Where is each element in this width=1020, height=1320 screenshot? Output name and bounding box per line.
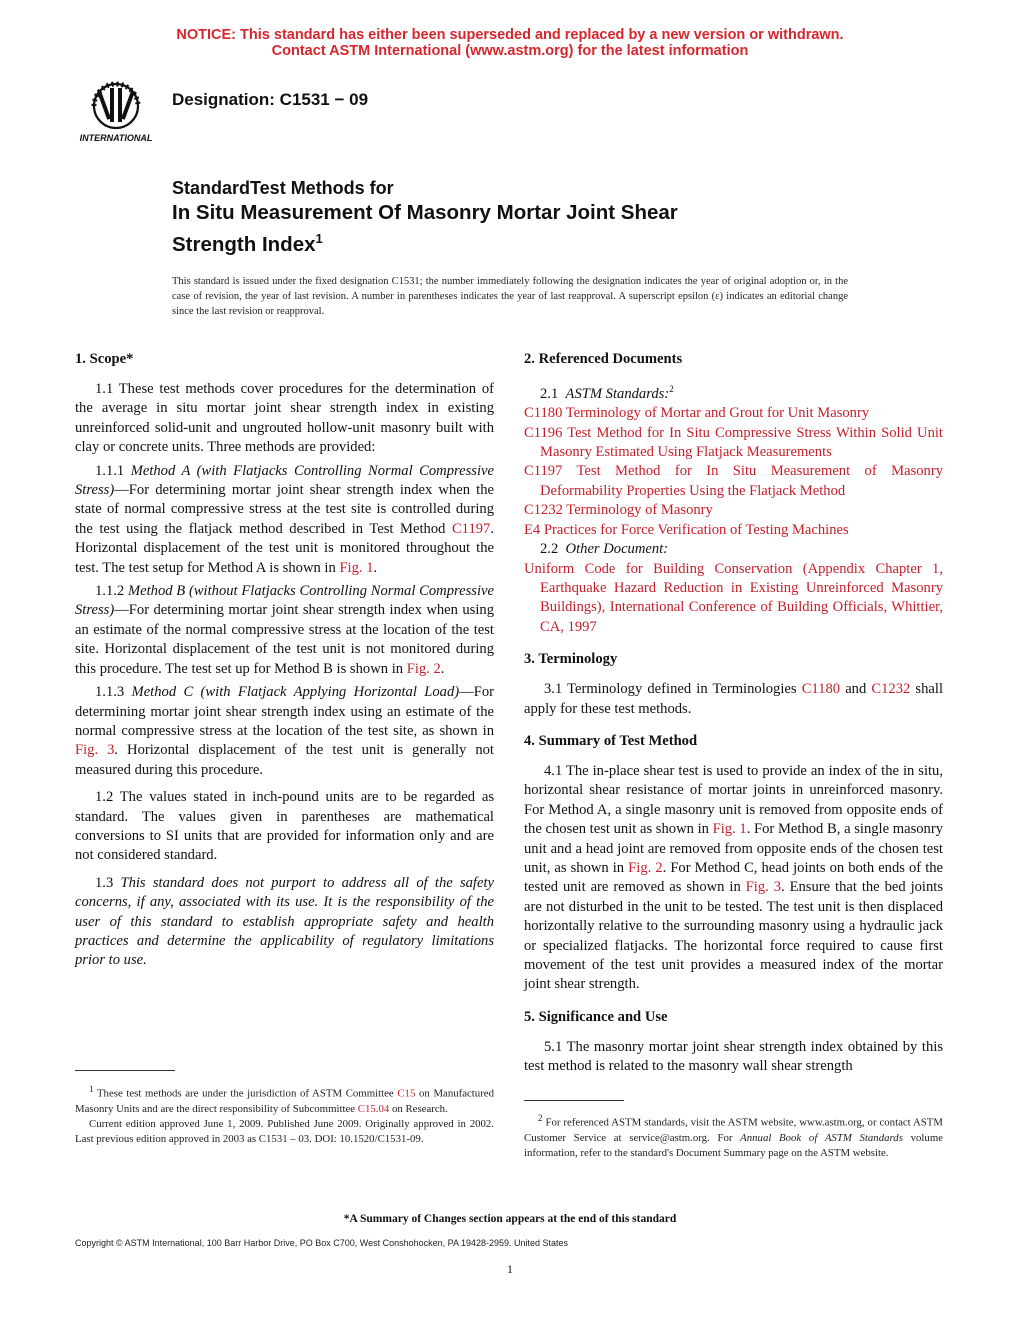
para-1-1-3: 1.1.3 Method C (with Flatjack Applying Horizontal Load)—For determining mortar joint shear strength index using an estimate of the normal compressive stress at the location of the test site, as shown in Fig. 3. Horizontal displacement of the test unit is generally not measured during this procedure. — [75, 684, 494, 778]
para-1-3: 1.3 This standard does not purport to address all of the safety concerns, if any, associated with its use. It is the responsibility of the user of this standard to establish appropriate safety and health practices and determine the applicability of regulatory limitations prior to use. — [75, 874, 494, 969]
fig-2-link-2[interactable]: Fig. 2 — [628, 859, 663, 876]
fig-1-link[interactable]: Fig. 1 — [339, 559, 374, 576]
supersede-notice — [0, 27, 1020, 59]
astm-logo — [74, 78, 158, 144]
para-1-1: 1.1 These test methods cover procedures for the determination of the average in situ mortar joint shear strength index in existing unreinforced solid-unit and ungrouted hollow-unit masonry built with clay or concrete units. Three methods are provided: — [75, 381, 494, 456]
para-5-1: 5.1 The masonry mortar joint shear strength index obtained by this test method is related to the masonry wall shear strength — [524, 1038, 943, 1075]
ref-item-e4[interactable]: E4 Practices for Force Verification of Testing Machines — [524, 521, 849, 538]
method-c-title: Method C (with Flatjack Applying Horizontal Load) — [131, 684, 460, 701]
copyright-line: Copyright © ASTM International, 100 Barr Harbor Drive, PO Box C700, West Conshohocken, PA 19428-2959. United States — [75, 1238, 569, 1248]
para-4-1: 4.1 The in-place shear test is used to provide an index of the in situ, horizontal shear resistance of mortar joints in unreinforced masonry. For Method A, a single masonry unit is removed from opposite ends of the chosen test unit as shown in Fig. 1. For Method B, a single masonry unit and a head joint are removed from opposite ends of the chosen test unit, as shown in Fig. 2. For Method C, head joints on both ends of the tested unit are removed as shown in Fig. 3. Ensure that the bed joints are not disturbed in the unit to be tested. The test unit is then displaced horizontally relative to the surrounding masonry using a hydraulic jack or specialized flatjacks. The horizontal force required to cause first movement of the test unit provides a measured index of the mortar joint shear strength. — [524, 762, 944, 993]
section-3-heading: 3. Terminology — [524, 651, 618, 668]
c15-04-link[interactable]: C15.04 — [357, 1102, 390, 1115]
para-1-1-1: 1.1.1 Method A (with Flatjacks Controlling Normal Compressive Stress)—For determining mortar joint shear strength index when the state of normal compressive stress at the test site is controlled during the test using the flatjack method described in Test Method C1197. Horizontal displacement of the test unit is monitored throughout the test. The test setup for Method A is shown in Fig. 1. — [75, 462, 494, 576]
fig-1-link-2[interactable]: Fig. 1 — [712, 821, 747, 838]
issuance-statement: This standard is issued under the fixed designation C1531; the number immediately following the designation indicates the year of original adoption or, in the case of revision, the year of last revision. A number in parentheses indicates the year of last reapproval. A superscript epsilon (ε) indicates an editorial change since the last revision or reapproval. — [172, 276, 848, 317]
fig-3-link[interactable]: Fig. 3 — [75, 742, 115, 759]
title-footnote-marker[interactable]: 1 — [315, 231, 323, 246]
fig-2-link[interactable]: Fig. 2 — [406, 660, 441, 677]
fig-3-link-2[interactable]: Fig. 3 — [745, 879, 782, 896]
ref-c1197-link[interactable]: C1197 — [451, 520, 491, 537]
notice-line-2: Contact ASTM International (www.astm.org) for the latest information — [271, 43, 749, 59]
section-5-heading: 5. Significance and Use — [524, 1008, 668, 1025]
para-2-1: 2.1 ASTM Standards:$^2$ — [540, 384, 674, 402]
designation: Designation: C1531 − 09 — [172, 90, 369, 109]
c1180-link[interactable]: C1180 — [801, 681, 841, 698]
ref-item-c1180[interactable]: C1180 Terminology of Mortar and Grout for Unit Masonry — [524, 405, 870, 422]
method-b-title: Method B (without Flatjacks Controlling Normal Compressive Stress) — [75, 583, 494, 619]
section-2-heading: 2. Referenced Documents — [524, 351, 683, 367]
footnote-2: $^2$ For referenced ASTM standards, visit the ASTM website, www.astm.org, or contact ASTM Customer Service at service@astm.org. For Annual Book of ASTM Standards volume information, refer to the standard's Document Summary page on the ASTM website. — [524, 1113, 944, 1159]
c1232-link[interactable]: C1232 — [871, 681, 911, 698]
c15-link[interactable]: C15 — [397, 1087, 416, 1100]
summary-of-changes-note: *A Summary of Changes section appears at the end of this standard — [343, 1213, 677, 1225]
title-line-1: StandardTest Methods for — [172, 178, 394, 198]
method-a-title: Method A (with Flatjacks Controlling Normal Compressive Stress) — [75, 462, 494, 499]
footnote-1: $^1$ These test methods are under the jurisdiction of ASTM Committee C15 on Manufactured Masonry Units and are the direct responsibility of Subcommittee C15.04 on Research. Current edition approved June 1, 2009. Published June 2009. Originally approved in 2002. Last previous edition approved in 2003 as C1531 – 03. DOI: 10.1520/C1531-09. — [75, 1084, 494, 1145]
para-2-2: 2.2 Other Document: — [540, 541, 669, 558]
left-column — [75, 350, 494, 975]
para-1-1-2: 1.1.2 Method B (without Flatjacks Controlling Normal Compressive Stress)—For determining mortar joint shear strength index when using an estimate of the normal compressive stress at the location of the test site. Horizontal displacement of the test unit is not monitored during this procedure. The test set up for Method B is shown in Fig. 2. — [75, 583, 494, 677]
logo-subtitle: INTERNATIONAL — [79, 133, 153, 143]
footnote-rule-right — [524, 1100, 624, 1101]
right-column — [524, 350, 943, 1081]
ref-item-ucbc[interactable]: Uniform Code for Building Conservation (Appendix Chapter 1, Earthquake Hazard Reduction in Existing Unreinforced Masonry Buildings), International Conference of Building Officials, Whittier, CA, 1997 — [524, 560, 943, 635]
ref-item-c1196[interactable]: C1196 Test Method for In Situ Compressive Stress Within Solid Unit Masonry Estimated Using Flatjack Measurements — [524, 424, 943, 461]
para-3-1: 3.1 Terminology defined in Terminologies C1180 and C1232 shall apply for these test methods. — [524, 681, 943, 717]
notice-line-1: NOTICE: This standard has either been superseded and replaced by a new version or withdrawn. — [176, 27, 844, 43]
footnote-rule-left — [75, 1070, 175, 1071]
ref-item-c1197[interactable]: C1197 Test Method for In Situ Measurement of Masonry Deformability Properties Using the Flatjack Method — [524, 463, 943, 499]
section-1-heading: 1. Scope* — [75, 351, 134, 367]
astm-standards-list — [524, 404, 943, 540]
title-line-3: Strength Index — [172, 232, 316, 256]
title-line-2: In Situ Measurement Of Masonry Mortar Joint Shear — [172, 201, 678, 224]
section-4-heading: 4. Summary of Test Method — [524, 732, 698, 749]
para-1-2: 1.2 The values stated in inch-pound units are to be regarded as standard. The values given in parentheses are mathematical conversions to SI units that are provided for information only and are not considered standard. — [75, 789, 494, 864]
footnote-1-edition: Current edition approved June 1, 2009. Published June 2009. Originally approved in 2002. Last previous edition approved in 2003 as C1531 – 03. DOI: 10.1520/C1531-09. — [75, 1117, 494, 1145]
ref-item-c1232[interactable]: C1232 Terminology of Masonry — [524, 502, 713, 519]
page-number: 1 — [507, 1262, 513, 1276]
document-title — [172, 176, 678, 258]
